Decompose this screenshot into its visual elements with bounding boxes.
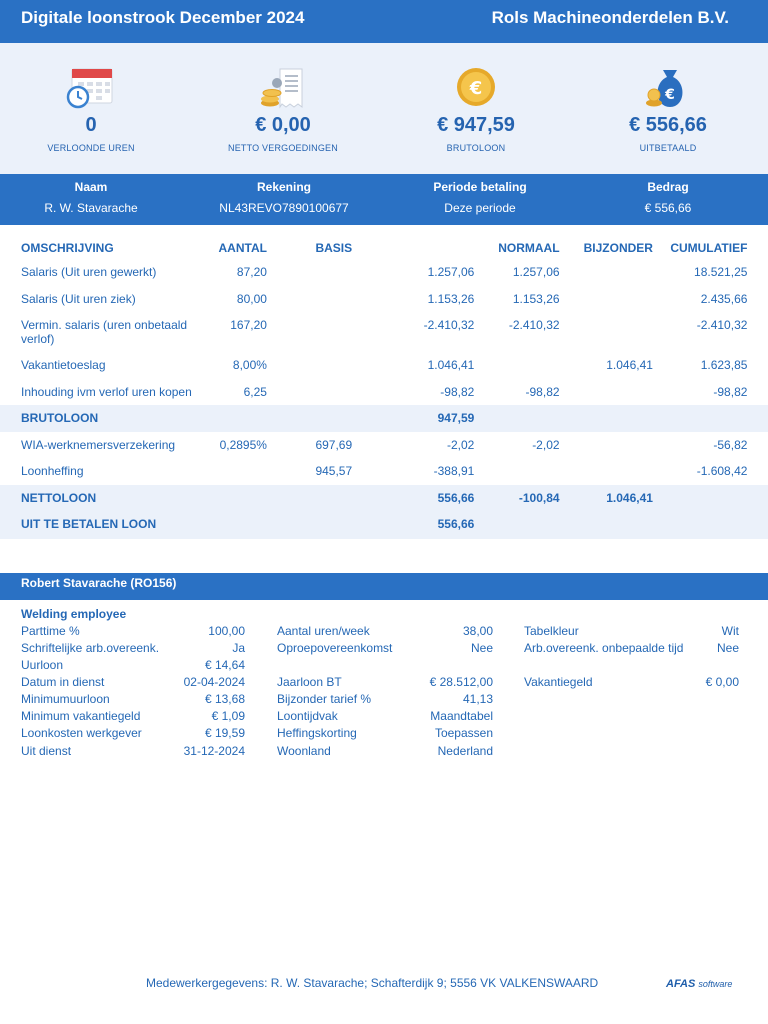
name-header: Naam [74, 180, 108, 194]
name-value: R. W. Stavarache [44, 201, 138, 215]
detail-value: € 19,59 [204, 726, 245, 740]
basis-cell [267, 485, 352, 512]
table-body [0, 259, 768, 538]
col-special: BIJZONDER [583, 241, 653, 255]
cumulative-cell: 1.623,85 [700, 358, 748, 372]
quantity-cell [205, 458, 267, 485]
quantity-cell: 6,25 [243, 384, 267, 399]
svg-text:€: € [469, 78, 483, 99]
normal-cell: -98,82 [525, 384, 560, 399]
detail-value: Wit [721, 624, 739, 638]
detail-value: Ja [232, 641, 245, 655]
detail-value: 41,13 [462, 692, 493, 706]
detail-value: Maandtabel [430, 709, 493, 723]
total-cell: -388,91 [433, 464, 475, 478]
detail-value: € 0,00 [705, 675, 739, 689]
quantity-cell: 80,00 [236, 291, 267, 306]
table-header-row [0, 237, 768, 259]
detail-value: 02-04-2024 [183, 675, 245, 689]
cumulative-cell: 2.435,66 [700, 291, 748, 306]
cumulative-cell: -2.410,32 [696, 318, 748, 332]
table-row [0, 458, 768, 485]
detail-value: € 13,68 [204, 692, 245, 706]
calendar-clock-icon [66, 67, 116, 109]
receipt-coins-icon [258, 67, 308, 109]
detail-label: Jaarloon BT [277, 675, 342, 689]
detail-label: Minimum vakantiegeld [21, 709, 141, 723]
special-cell [560, 511, 653, 538]
detail-label: Woonland [277, 744, 331, 758]
euro-coin-icon [451, 67, 501, 109]
stat-paid [583, 43, 753, 153]
detail-value: € 14,64 [204, 658, 245, 672]
total-cell: 1.153,26 [427, 291, 475, 306]
detail-label: Schriftelijke arb.overeenk. [21, 641, 160, 655]
afas-logo: AFAS software [666, 978, 733, 990]
quantity-cell: 8,00% [232, 358, 267, 372]
detail-value: 100,00 [208, 624, 245, 638]
total-cell: -2,02 [446, 437, 475, 452]
detail-label: Aantal uren/week [277, 624, 370, 638]
table-row [0, 511, 768, 538]
description-cell: NETTOLOON [0, 485, 205, 512]
allowances-value: € 0,00 [255, 114, 311, 136]
amount-header: Bedrag [647, 180, 689, 194]
total-cell: -98,82 [440, 384, 475, 399]
table-row [0, 286, 768, 313]
special-cell [560, 379, 653, 406]
normal-cell: -2,02 [532, 437, 560, 452]
amount-column [568, 174, 768, 215]
basis-cell [267, 352, 352, 379]
account-header: Rekening [256, 180, 311, 194]
hours-label: VERLOONDE UREN [47, 143, 135, 153]
detail-label: Oproepovereenkomst [277, 641, 393, 655]
quantity-cell: 167,20 [230, 318, 267, 332]
table-row [0, 352, 768, 379]
allowances-label: NETTO VERGOEDINGEN [228, 143, 338, 153]
employee-details-col2 [277, 624, 493, 764]
quantity-cell [205, 511, 267, 538]
total-cell: 556,66 [352, 485, 474, 512]
detail-label: Minimumuurloon [21, 692, 110, 706]
col-description: OMSCHRIJVING [21, 241, 114, 255]
quantity-cell [205, 405, 267, 432]
payment-info-bar [0, 174, 768, 225]
detail-label: Tabelkleur [524, 624, 579, 638]
basis-cell [267, 405, 352, 432]
normal-cell: 1.153,26 [512, 291, 560, 306]
total-cell: 556,66 [352, 511, 474, 538]
detail-value: Nee [470, 641, 493, 655]
quantity-cell: 87,20 [236, 265, 267, 279]
detail-label: Loonkosten werkgever [21, 726, 142, 740]
detail-value: Nederland [437, 744, 493, 758]
description-cell: Salaris (Uit uren gewerkt) [21, 265, 157, 279]
period-header: Periode betaling [433, 180, 527, 194]
quantity-cell: 0,2895% [219, 437, 267, 452]
detail-value: Nee [716, 641, 739, 655]
total-cell: 1.257,06 [427, 265, 475, 279]
detail-value: Toepassen [434, 726, 493, 740]
basis-cell [267, 511, 352, 538]
basis-cell [267, 286, 352, 313]
stat-gross [391, 43, 561, 153]
detail-value: € 28.512,00 [429, 675, 493, 689]
table-row [0, 432, 768, 459]
amount-value: € 556,66 [644, 201, 692, 215]
special-cell [560, 259, 653, 286]
description-cell: Inhouding ivm verlof uren kopen [21, 384, 192, 399]
table-row [0, 405, 768, 432]
basis-cell: 697,69 [315, 437, 353, 452]
description-cell: BRUTOLOON [0, 405, 205, 432]
cumulative-cell: 18.521,25 [694, 265, 748, 279]
col-normal: NORMAAL [498, 241, 560, 255]
employee-address: Medewerkergegevens: R. W. Stavarache; Schafterdijk 9; 5556 VK VALKENSWAARD [146, 976, 599, 990]
detail-label: Bijzonder tarief % [277, 692, 372, 706]
detail-value: € 1,09 [211, 709, 245, 723]
special-cell: 1.046,41 [606, 358, 653, 372]
account-column [184, 174, 384, 215]
cumulative-cell: -56,82 [713, 437, 748, 452]
total-cell: 947,59 [352, 405, 474, 432]
col-cumulative: CUMULATIEF [670, 241, 748, 255]
basis-cell: 945,57 [315, 464, 353, 478]
normal-cell: -100,84 [474, 485, 559, 512]
col-basis: BASIS [315, 241, 353, 255]
stat-allowances [198, 43, 368, 153]
normal-cell [474, 352, 559, 379]
description-cell: Loonheffing [21, 464, 84, 478]
paid-label: UITBETAALD [639, 143, 697, 153]
account-value: NL43REVO7890100677 [219, 201, 349, 215]
description-cell: Vakantietoeslag [21, 358, 106, 372]
total-cell: 1.046,41 [427, 358, 475, 372]
normal-cell: -2.410,32 [508, 318, 560, 332]
period-column [380, 174, 580, 215]
basis-cell [267, 312, 352, 352]
table-row [0, 312, 768, 352]
normal-cell: 1.257,06 [512, 265, 560, 279]
detail-label: Arb.overeenk. onbepaalde tijd [524, 641, 684, 655]
detail-label: Uurloon [21, 658, 64, 672]
table-row [0, 485, 768, 512]
normal-cell [474, 458, 559, 485]
description-cell: Vermin. salaris (uren onbetaald verlof) [21, 318, 188, 346]
period-value: Deze periode [444, 201, 516, 215]
svg-text:€: € [665, 87, 675, 103]
header-bar [0, 0, 768, 43]
detail-value: 38,00 [462, 624, 493, 638]
gross-label: BRUTOLOON [446, 143, 506, 153]
description-cell: UIT TE BETALEN LOON [0, 511, 205, 538]
detail-label: Datum in dienst [21, 675, 105, 689]
description-cell: Salaris (Uit uren ziek) [21, 291, 136, 306]
employee-bar [0, 573, 768, 600]
employee-details-col3 [524, 624, 739, 764]
cumulative-cell: -98,82 [713, 384, 748, 399]
special-cell [560, 405, 653, 432]
description-cell: WIA-werknemersverzekering [21, 437, 176, 452]
paid-value: € 556,66 [629, 114, 707, 136]
special-cell [560, 432, 653, 459]
detail-label: Loontijdvak [277, 709, 338, 723]
basis-cell [267, 379, 352, 406]
gross-value: € 947,59 [437, 114, 515, 136]
table-row [0, 379, 768, 406]
money-bag-icon [643, 67, 693, 109]
detail-label: Parttime % [21, 624, 80, 638]
employee-details-col1 [21, 624, 245, 764]
cumulative-cell: -1.608,42 [696, 464, 748, 478]
table-row [0, 259, 768, 286]
normal-cell [474, 511, 559, 538]
basis-cell [267, 259, 352, 286]
pay-lines-table [0, 237, 768, 538]
col-total [352, 237, 474, 259]
special-cell [560, 458, 653, 485]
company-name: Rols Machineonderdelen B.V. [491, 8, 729, 27]
cumulative-cell [653, 511, 747, 538]
name-column [0, 174, 191, 215]
special-cell [560, 286, 653, 313]
detail-label: Uit dienst [21, 744, 72, 758]
quantity-cell [205, 485, 267, 512]
page-title: Digitale loonstrook December 2024 [21, 8, 305, 27]
detail-label: Heffingskorting [277, 726, 357, 740]
total-cell: -2.410,32 [423, 318, 475, 332]
normal-cell [474, 405, 559, 432]
detail-value: 31-12-2024 [183, 744, 245, 758]
employee-name: Robert Stavarache (RO156) [21, 576, 177, 590]
special-cell [560, 312, 653, 352]
special-cell: 1.046,41 [560, 485, 653, 512]
hours-value: 0 [85, 114, 97, 136]
stat-hours [6, 43, 176, 153]
employee-function: Welding employee [21, 607, 127, 621]
col-quantity: AANTAL [218, 241, 267, 255]
cumulative-cell [653, 485, 747, 512]
summary-stats [0, 43, 768, 174]
detail-label: Vakantiegeld [524, 675, 593, 689]
cumulative-cell [653, 405, 747, 432]
